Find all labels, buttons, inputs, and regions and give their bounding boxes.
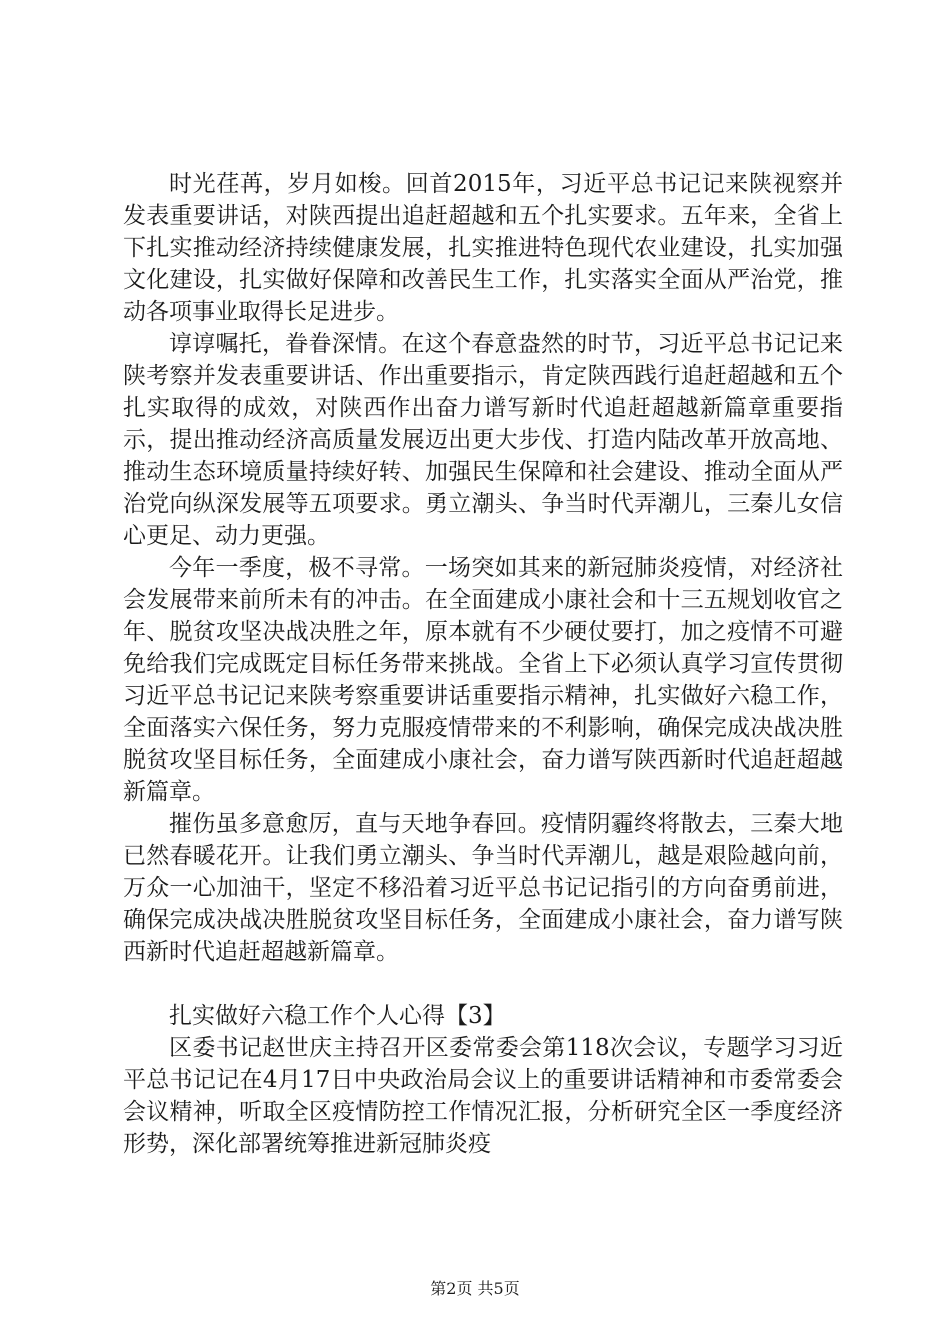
section-paragraph: 区委书记赵世庆主持召开区委常委会第118次会议，专题学习习近平总书记记在4月17日中央政治局会议上的重要讲话精神和市委常委会会议精神，听取全区疫情防控工作情况汇报，分析研究全区一季度经济形势，深化部署统筹推进新冠肺炎疫: [123, 1035, 843, 1157]
document-body: [123, 168, 843, 1160]
paragraph-2: 谆谆嘱托，眷眷深情。在这个春意盎然的时节，习近平总书记记来陕考察并发表重要讲话、作出重要指示，肯定陕西践行追赶超越和五个扎实取得的成效，对陕西作出奋力谱写新时代追赶超越新篇章重要指示，提出推动经济高质量发展迈出更大步伐、打造内陆改革开放高地、推动生态环境质量持续好转、加强民生保障和社会建设、推动全面从严治党向纵深发展等五项要求。勇立潮头、争当时代弄潮儿，三秦儿女信心更足、动力更强。: [123, 331, 843, 549]
paragraph-3: 今年一季度，极不寻常。一场突如其来的新冠肺炎疫情，对经济社会发展带来前所未有的冲击。在全面建成小康社会和十三五规划收官之年、脱贫攻坚决战决胜之年，原本就有不少硬仗要打，加之疫情不可避免给我们完成既定目标任务带来挑战。全省上下必须认真学习宣传贯彻习近平总书记记来陕考察重要讲话重要指示精神，扎实做好六稳工作，全面落实六保任务，努力克服疫情带来的不利影响，确保完成决战决胜脱贫攻坚目标任务，全面建成小康社会，奋力谱写陕西新时代追赶超越新篇章。: [123, 555, 843, 805]
section-heading: 扎实做好六稳工作个人心得【3】: [169, 1003, 506, 1029]
paragraph-1: 时光荏苒，岁月如梭。回首2015年，习近平总书记记来陕视察并发表重要讲话，对陕西提出追赶超越和五个扎实要求。五年来，全省上下扎实推动经济持续健康发展，扎实推进特色现代农业建设，扎实加强文化建设，扎实做好保障和改善民生工作，扎实落实全面从严治党，推动各项事业取得长足进步。: [123, 171, 843, 325]
paragraph-4: 摧伤虽多意愈厉，直与天地争春回。疫情阴霾终将散去，三秦大地已然春暖花开。让我们勇立潮头、争当时代弄潮儿，越是艰险越向前，万众一心加油干，坚定不移沿着习近平总书记记指引的方向奋勇前进，确保完成决战决胜脱贫攻坚目标任务，全面建成小康社会，奋力谱写陕西新时代追赶超越新篇章。: [123, 811, 843, 965]
page-number-footer: 第2页 共5页: [430, 1279, 520, 1298]
